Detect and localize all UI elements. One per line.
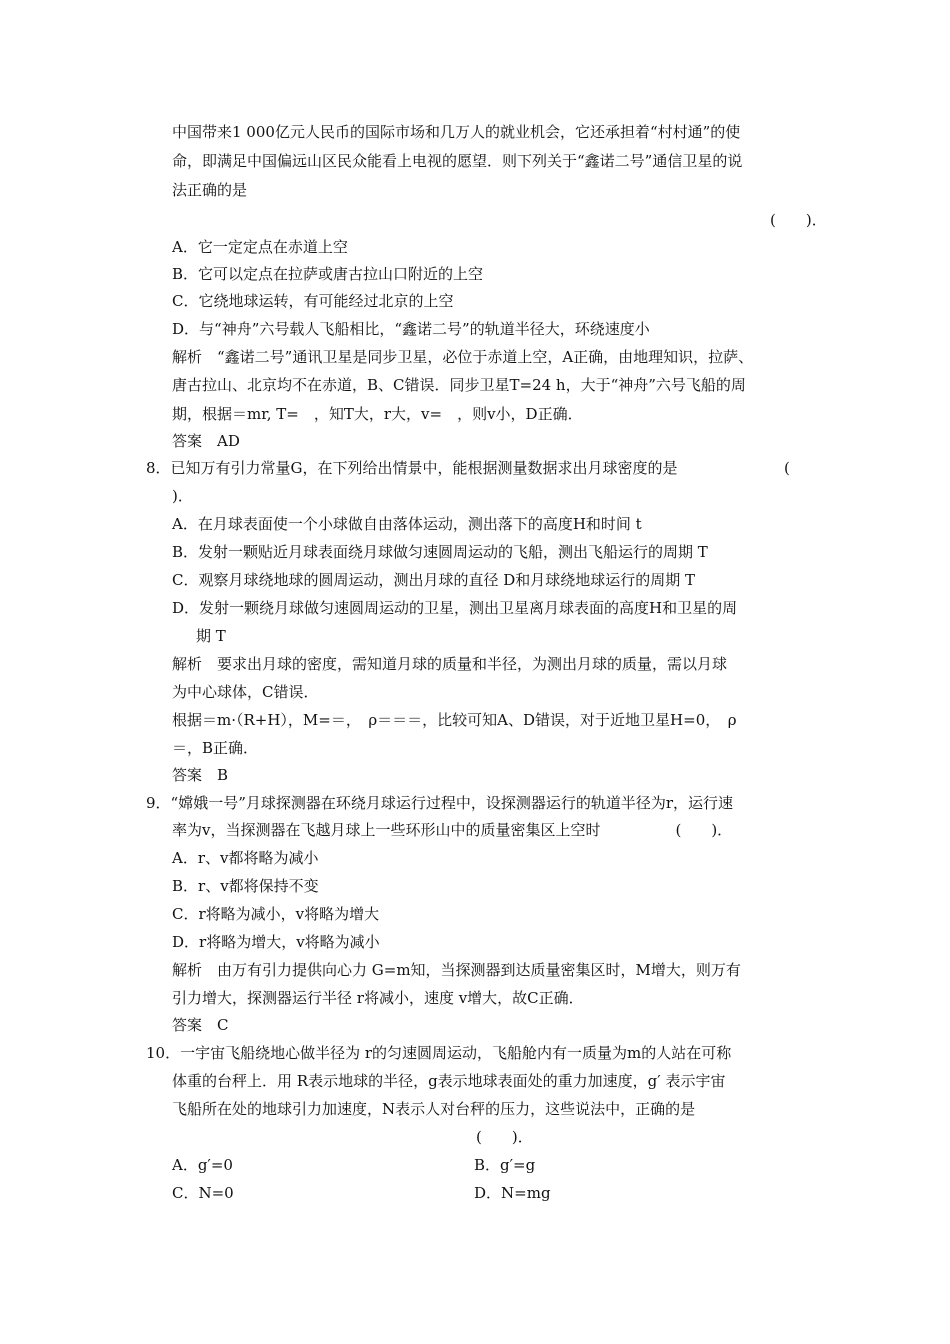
q7-answer-paren: ( )． <box>770 211 827 229</box>
q8-stem-line-1: 8．已知万有引力常量G，在下列给出情景中，能根据测量数据求出月球密度的是 <box>146 459 678 477</box>
q10-option-b: B．g′=g <box>474 1156 536 1174</box>
q9-answer: 答案 C <box>172 1016 229 1034</box>
q8-option-c: C．观察月球绕地球的圆周运动，测出月球的直径 D和月球绕地球运行的周期 T <box>172 571 696 589</box>
q7-analysis-line-1: 解析 “鑫诺二号”通讯卫星是同步卫星，必位于赤道上空，A正确，由地理知识，拉萨、 <box>172 348 754 366</box>
q10-stem-line-3: 飞船所在处的地球引力加速度，N表示人对台秤的压力，这些说法中，正确的是 <box>172 1100 696 1118</box>
q7-option-c: C．它绕地球运转，有可能经过北京的上空 <box>172 292 454 310</box>
q7-option-a: A．它一定定点在赤道上空 <box>172 238 348 256</box>
q9-analysis-line-2: 引力增大，探测器运行半径 r将减小，速度 v增大，故C正确． <box>172 989 584 1007</box>
q8-stem-line-2: )． <box>172 487 193 505</box>
q9-option-c: C．r将略为减小，v将略为增大 <box>172 905 380 923</box>
q8-answer: 答案 B <box>172 766 229 784</box>
q9-analysis-line-1: 解析 由万有引力提供向心力 G=m知，当探测器到达质量密集区时，M增大，则万有 <box>172 961 741 979</box>
q8-analysis-line-1: 解析 要求出月球的密度，需知道月球的质量和半径，为测出月球的质量，需以月球 <box>172 655 728 673</box>
q10-option-c: C．N=0 <box>172 1184 234 1202</box>
q8-option-d-cont: 期 T <box>196 627 226 645</box>
q7-stem-line-2: 命，即满足中国偏远山区民众能看上电视的愿望．则下列关于“鑫诺二号”通信卫星的说 <box>172 152 743 170</box>
q9-stem-line-2: 率为v，当探测器在飞越月球上一些环形山中的质量密集区上空时 ( )． <box>172 821 733 839</box>
q7-stem-line-1: 中国带来1 000亿元人民币的国际市场和几万人的就业机会，它还承担着“村村通”的使 <box>172 123 741 141</box>
q8-analysis-line-2: 为中心球体，C错误． <box>172 683 319 701</box>
q9-option-b: B．r、v都将保持不变 <box>172 877 319 895</box>
q8-analysis-line-4: ＝，B正确． <box>172 739 259 757</box>
q7-stem-line-3: 法正确的是 <box>172 181 248 199</box>
q8-option-a: A．在月球表面使一个小球做自由落体运动，测出落下的高度H和时间 t <box>172 515 642 533</box>
q7-analysis-line-3: 期，根据＝mr, T= ，知T大，r大，v= ，则v小，D正确． <box>172 405 583 423</box>
q7-option-d: D．与“神舟”六号载人飞船相比，“鑫诺二号”的轨道半径大，环绕速度小 <box>172 320 650 338</box>
q10-option-d: D．N=mg <box>474 1184 551 1202</box>
q9-stem-line-1: 9．“嫦娥一号”月球探测器在环绕月球运行过程中，设探测器运行的轨道半径为r，运行速 <box>146 794 734 812</box>
q8-option-d: D．发射一颗绕月球做匀速圆周运动的卫星，测出卫星离月球表面的高度H和卫星的周 <box>172 599 738 617</box>
q7-analysis-line-2: 唐古拉山、北京均不在赤道，B、C错误．同步卫星T=24 h，大于“神舟”六号飞船的周 <box>172 376 746 394</box>
q7-option-b: B．它可以定点在拉萨或唐古拉山口附近的上空 <box>172 265 484 283</box>
q9-option-d: D．r将略为增大，v将略为减小 <box>172 933 380 951</box>
q8-stem-paren-open: ( <box>784 459 790 477</box>
q9-option-a: A．r、v都将略为减小 <box>172 849 319 867</box>
q10-answer-paren: ( )． <box>476 1128 533 1146</box>
q7-answer: 答案 AD <box>172 432 240 450</box>
q10-stem-line-2: 体重的台秤上．用 R表示地球的半径，g表示地球表面处的重力加速度，g′ 表示宇宙 <box>172 1072 726 1090</box>
q8-option-b: B．发射一颗贴近月球表面绕月球做匀速圆周运动的飞船，测出飞船运行的周期 T <box>172 543 708 561</box>
q10-option-a: A．g′=0 <box>172 1156 233 1174</box>
q8-analysis-line-3: 根据＝m·（R+H），M=＝， ρ＝＝＝，比较可知A、D错误，对于近地卫星H=0， ρ <box>172 711 737 729</box>
q10-stem-line-1: 10．一宇宙飞船绕地心做半径为 r的匀速圆周运动，飞船舱内有一质量为m的人站在可称 <box>146 1044 732 1062</box>
